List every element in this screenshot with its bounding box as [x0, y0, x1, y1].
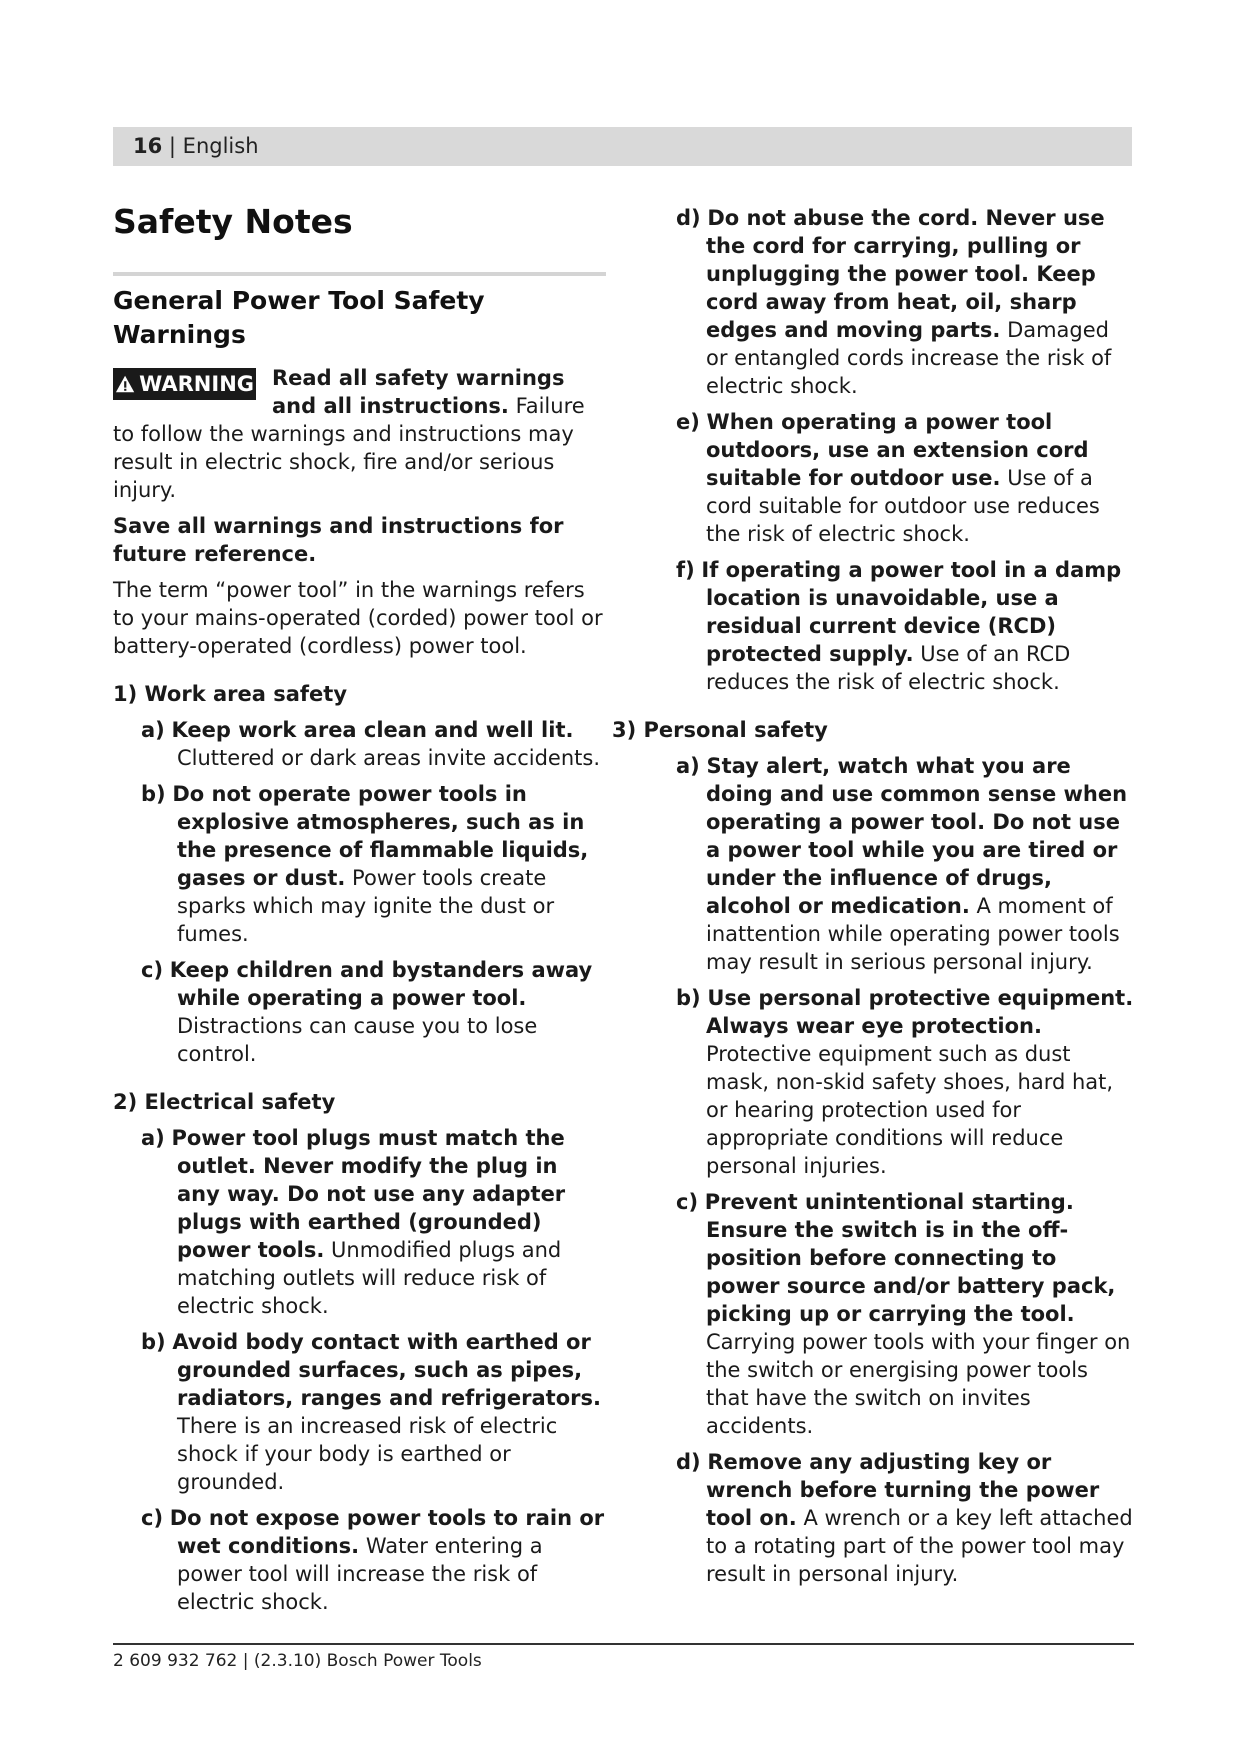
- item-bold: When operating a power tool outdoors, use an extension cord suitable for outdoor use.: [706, 410, 1089, 490]
- item-bold: Avoid body contact with earthed or grounded surfaces, such as pipes, radiators, ranges and refrigerators.: [172, 1330, 601, 1410]
- left-column: [113, 200, 606, 1624]
- item-letter: d): [676, 206, 701, 230]
- item-letter: a): [141, 1126, 165, 1150]
- item-text: Use of a cord suitable for outdoor use reduces the risk of electric shock.: [706, 466, 1100, 546]
- warning-badge: [113, 368, 256, 400]
- list-item: [113, 716, 606, 772]
- list-item: [644, 556, 1134, 696]
- list-item: [113, 780, 606, 948]
- header-separator: |: [162, 134, 183, 158]
- list-item: [113, 1124, 606, 1320]
- item-bold: Do not abuse the cord. Never use the cord for carrying, pulling or unplugging the power tool. Keep cord away from heat, oil, sharp edges and moving parts.: [706, 206, 1105, 342]
- section-label-personal: 3) Personal safety: [612, 718, 828, 742]
- section-label-work-area: 1) Work area safety: [113, 682, 348, 706]
- list-item: [113, 1328, 606, 1496]
- item-text: Protective equipment such as dust mask, non-skid safety shoes, hard hat, or hearing protection used for appropriate conditions will reduce personal injuries.: [706, 1042, 1114, 1178]
- item-text: Carrying power tools with your finger on the switch or energising power tools that have the switch on invites accidents.: [706, 1330, 1131, 1438]
- item-letter: d): [676, 1450, 701, 1474]
- footer-text: 2 609 932 762 | (2.3.10) Bosch Power Tools: [113, 1651, 482, 1671]
- right-column: [612, 204, 1134, 1596]
- item-text: Cluttered or dark areas invite accidents.: [177, 746, 601, 770]
- list-item: [644, 752, 1134, 976]
- section-divider: [113, 272, 606, 276]
- item-text: A wrench or a key left attached to a rotating part of the power tool may result in personal injury.: [706, 1506, 1133, 1586]
- list-item: [644, 1448, 1134, 1588]
- item-letter: e): [676, 410, 700, 434]
- list-item: [113, 1504, 606, 1616]
- list-item: [644, 984, 1134, 1180]
- item-letter: f): [676, 558, 695, 582]
- item-bold: If operating a power tool in a damp location is unavoidable, use a residual current device (RCD) protected supply.: [701, 558, 1122, 666]
- warning-body: Failure to follow the warnings and instructions may result in electric shock, fire and/or serious injury.: [113, 394, 585, 502]
- warning-bold: Read all safety warnings and all instructions.: [272, 366, 565, 418]
- item-bold: Use personal protective equipment. Always wear eye protection.: [706, 986, 1134, 1038]
- item-letter: c): [141, 1506, 164, 1530]
- page-header: [113, 127, 1132, 166]
- term-note: The term “power tool” in the warnings refers to your mains-operated (corded) power tool or battery-operated (cordless) power tool.: [113, 578, 603, 658]
- item-text: Water entering a power tool will increase the risk of electric shock.: [177, 1534, 543, 1614]
- item-bold: Do not operate power tools in explosive atmospheres, such as in the presence of flammable liquids, gases or dust.: [172, 782, 589, 890]
- item-letter: b): [141, 782, 166, 806]
- footer-divider: [113, 1643, 1134, 1645]
- item-text: There is an increased risk of electric shock if your body is earthed or grounded.: [177, 1414, 558, 1494]
- item-text: Damaged or entangled cords increase the risk of electric shock.: [706, 318, 1112, 398]
- item-bold: Keep work area clean and well lit.: [171, 718, 574, 742]
- item-bold: Power tool plugs must match the outlet. Never modify the plug in any way. Do not use any adapter plugs with earthed (grounded) power tools.: [171, 1126, 566, 1262]
- warning-badge-label: WARNING: [139, 372, 254, 396]
- list-item: [644, 204, 1134, 400]
- item-text: Power tools create sparks which may ignite the dust or fumes.: [177, 866, 555, 946]
- item-letter: c): [141, 958, 164, 982]
- item-text: Distractions can cause you to lose control.: [177, 1014, 538, 1066]
- item-bold: Keep children and bystanders away while operating a power tool.: [169, 958, 593, 1010]
- item-bold: Prevent unintentional starting. Ensure the switch is in the off-position before connecting to power source and/or battery pack, picking up or carrying the tool.: [704, 1190, 1116, 1326]
- list-item: [644, 408, 1134, 548]
- item-text: Unmodified plugs and matching outlets will reduce risk of electric shock.: [177, 1238, 562, 1318]
- item-letter: c): [676, 1190, 699, 1214]
- item-bold: Stay alert, watch what you are doing and use common sense when operating a power tool. Do not use a power tool while you are tired or under the influence of drugs, alcohol or medication.: [706, 754, 1128, 918]
- section-heading: General Power Tool Safety Warnings: [113, 286, 485, 349]
- item-letter: b): [676, 986, 701, 1010]
- list-item: [644, 1188, 1134, 1440]
- item-bold: Remove any adjusting key or wrench before turning the power tool on.: [706, 1450, 1100, 1530]
- item-bold: Do not expose power tools to rain or wet conditions.: [169, 1506, 605, 1558]
- list-item: [113, 956, 606, 1068]
- warning-block: [113, 364, 606, 504]
- warning-triangle-icon: [115, 374, 135, 394]
- header-language: English: [182, 134, 259, 158]
- section-label-electrical: 2) Electrical safety: [113, 1090, 336, 1114]
- save-note: Save all warnings and instructions for future reference.: [113, 514, 564, 566]
- item-letter: b): [141, 1330, 166, 1354]
- item-text: A moment of inattention while operating power tools may result in serious personal injury.: [706, 894, 1120, 974]
- page-number: 16: [133, 134, 163, 158]
- header-text: [133, 127, 259, 166]
- page-title: Safety Notes: [113, 202, 353, 241]
- item-letter: a): [676, 754, 700, 778]
- item-letter: a): [141, 718, 165, 742]
- item-text: Use of an RCD reduces the risk of electric shock.: [706, 642, 1071, 694]
